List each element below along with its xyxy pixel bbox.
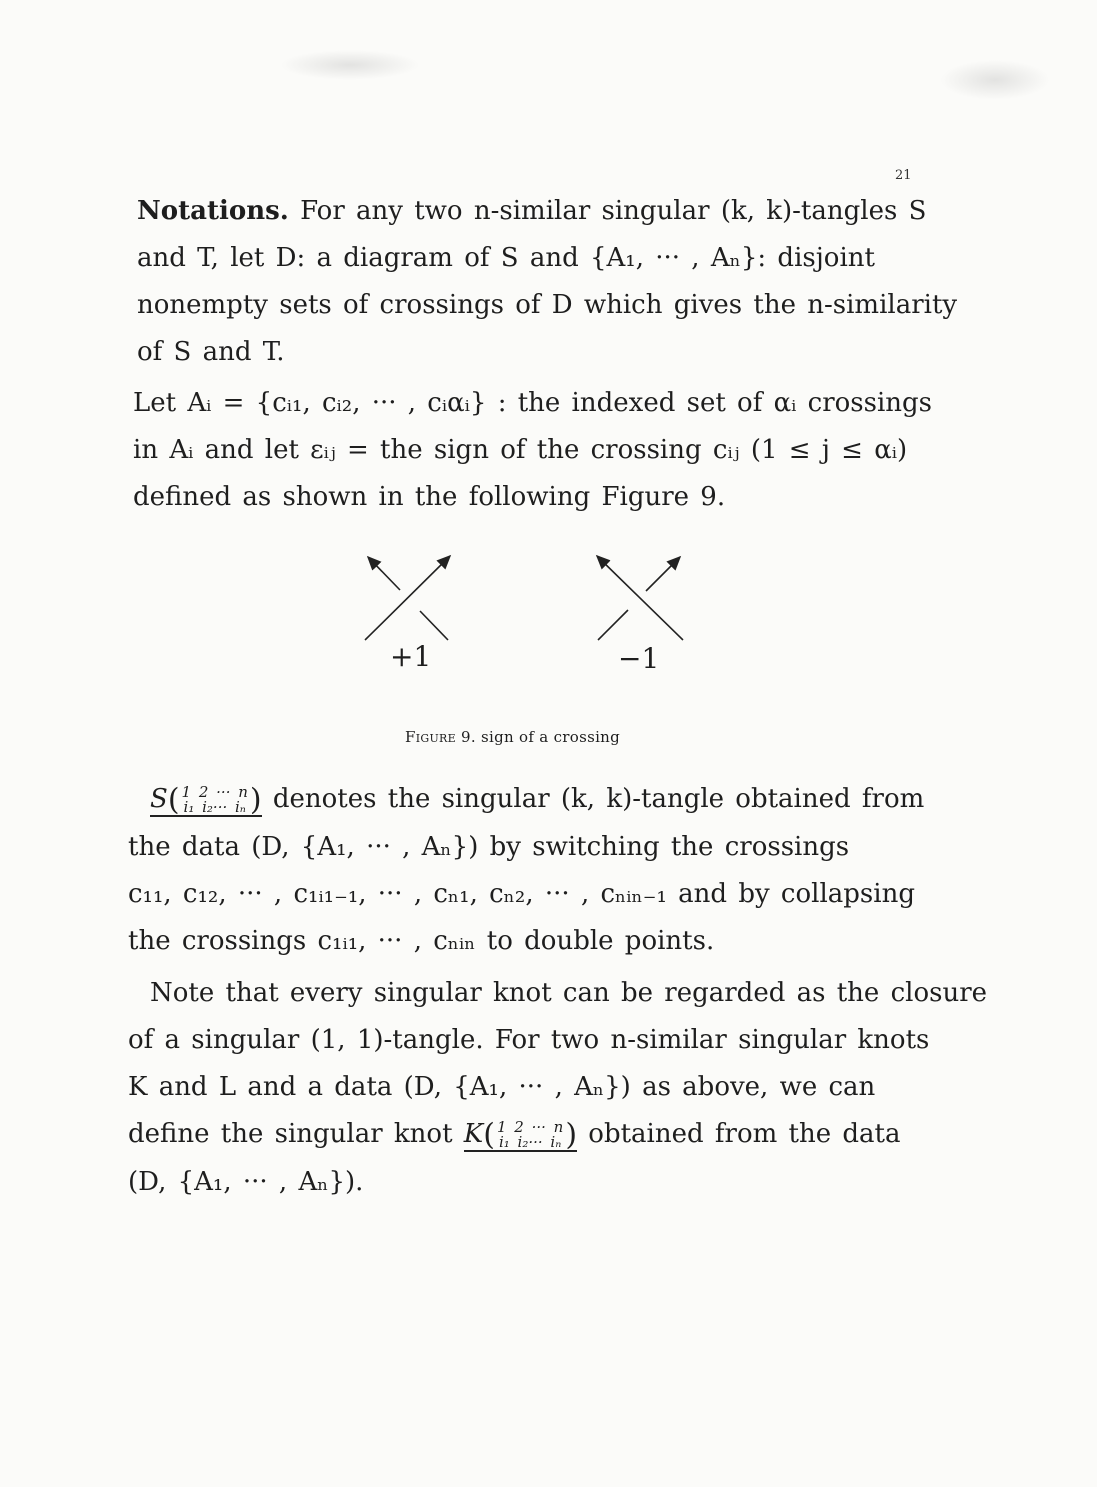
negative-crossing — [597, 556, 683, 640]
indexed-set-paragraph — [133, 380, 933, 521]
label-negative: −1 — [618, 642, 660, 675]
figure-caption — [405, 728, 620, 746]
tangle-line-1: S( 1 2 ··· n i₁ i₂··· iₙ ) denotes the singular (k, k)-tangle obtained from — [150, 782, 925, 818]
positive-crossing — [365, 556, 450, 640]
scan-noise-right — [940, 60, 1050, 100]
knot-symbol: K( 1 2 ··· n i₁ i₂··· iₙ ) — [463, 1117, 578, 1153]
indexed-set-line-1: Let Aᵢ = {cᵢ₁, cᵢ₂, ··· , cᵢαᵢ} : the indexed set of αᵢ crossings — [133, 388, 933, 418]
notations-paragraph — [137, 188, 958, 376]
notations-line-3: nonempty sets of crossings of D which gives the n-similarity — [137, 290, 958, 320]
caption-text: sign of a crossing — [480, 728, 621, 746]
tangle-line-2: the data (D, {A₁, ··· , Aₙ}) by switching the crossings — [128, 831, 850, 862]
knot-line-5: (D, {A₁, ··· , Aₙ}). — [128, 1166, 364, 1197]
tangle-line-3: c₁₁, c₁₂, ··· , c₁ᵢ₁₋₁, ··· , cₙ₁, cₙ₂, ··· , cₙᵢₙ₋₁ and by collapsing — [128, 878, 915, 909]
scan-noise-left — [280, 50, 420, 80]
notations-line-2: and T, let D: a diagram of S and {A₁, ··· , Aₙ}: disjoint — [137, 243, 875, 273]
notations-line-4: of S and T. — [137, 337, 285, 367]
tangle-line-4: the crossings c₁ᵢ₁, ··· , cₙᵢₙ to double points. — [128, 925, 715, 956]
notations-heading: Notations. — [137, 196, 289, 226]
knot-line-4: define the singular knot K( 1 2 ··· n i₁ i₂··· iₙ ) obtained from the data — [128, 1117, 901, 1153]
indexed-set-line-3: defined as shown in the following Figure 9. — [133, 482, 726, 512]
tangle-symbol: S( 1 2 ··· n i₁ i₂··· iₙ ) — [150, 782, 262, 818]
singular-knot-paragraph — [128, 970, 988, 1206]
knot-binomial: 1 2 ··· n i₁ i₂··· iₙ — [496, 1118, 564, 1151]
knot-line-2: of a singular (1, 1)-tangle. For two n-similar singular knots — [128, 1025, 930, 1055]
caption-prefix: Figure 9. — [405, 728, 476, 746]
figure-crossing-signs — [350, 548, 710, 678]
page-number: 21 — [895, 168, 912, 183]
notations-line-1: Notations. For any two n-similar singular (k, k)-tangles S — [137, 196, 927, 226]
knot-line-1: Note that every singular knot can be regarded as the closure — [150, 978, 988, 1008]
label-positive: +1 — [390, 640, 432, 673]
tangle-definition-paragraph — [128, 776, 925, 965]
indexed-set-line-2: in Aᵢ and let εᵢⱼ = the sign of the crossing cᵢⱼ (1 ≤ j ≤ αᵢ) — [133, 435, 908, 465]
tangle-binomial: 1 2 ··· n i₁ i₂··· iₙ — [181, 783, 248, 816]
knot-line-3: K and L and a data (D, {A₁, ··· , Aₙ}) as above, we can — [128, 1072, 876, 1102]
